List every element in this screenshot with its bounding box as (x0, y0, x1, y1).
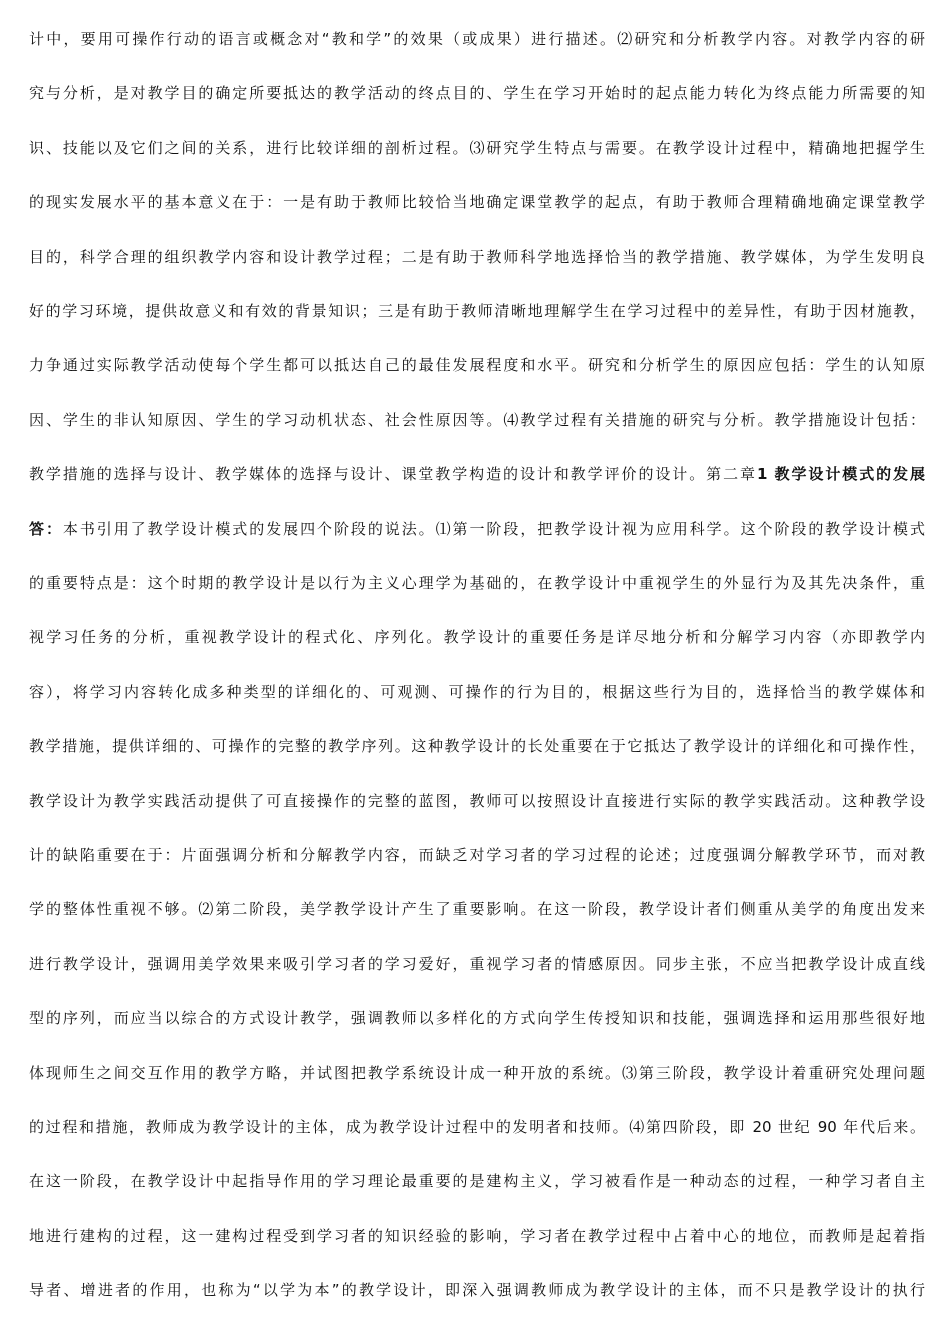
text-line (29, 462, 925, 486)
text-line (29, 299, 925, 323)
text-segment: 教学措施，提供详细的、可操作的完整的教学序列。这种教学设计的长处重要在于它抵达了教学设计的详细化和可操作性， (29, 737, 925, 756)
text-segment: 计中，要用可操作行动的语言或概念对“教和学”的效果（或成果）进行描述。⑵研究和分析教学内容。对教学内容的研 (29, 30, 925, 48)
text-line (29, 734, 925, 758)
text-segment: 计的缺陷重要在于：片面强调分析和分解教学内容，而缺乏对学习者的学习过程的论述；过度强调分解教学环节，而对教 (29, 846, 925, 864)
text-line (29, 190, 925, 214)
text-segment: 容），将学习内容转化成多种类型的详细化的、可观测、可操作的行为目的，根据这些行为目的，选择恰当的教学媒体和 (29, 682, 925, 701)
text-segment: 本书引用了教学设计模式的发展四个阶段的说法。⑴第一阶段，把教学设计视为应用科学。这个阶段的教学设计模式 (62, 519, 925, 538)
text-line (29, 1278, 925, 1302)
text-line (29, 897, 925, 921)
text-segment: 型的序列，而应当以综合的方式设计教学，强调教师以多样化的方式向学生传授知识和技能，强调选择和运用那些很好地 (29, 1009, 925, 1028)
text-line (29, 136, 925, 160)
text-line (29, 625, 925, 649)
text-line (29, 1224, 925, 1248)
text-segment: 的过程和措施，教师成为教学设计的主体，成为教学设计过程中的发明者和技师。⑷第四阶段，即 20 世纪 90 年代后来。 (29, 1118, 925, 1136)
text-line (29, 952, 925, 976)
text-line (29, 245, 925, 269)
text-segment: 地进行建构的过程，这一建构过程受到学习者的知识经验的影响，学习者在教学过程中占着中心的地位，而教师是起着指 (29, 1226, 925, 1245)
text-segment: 体现师生之间交互作用的教学方略，并试图把教学系统设计成一种开放的系统。⑶第三阶段，教学设计着重研究处理问题 (29, 1063, 925, 1082)
text-line (29, 1061, 925, 1085)
text-segment: 学的整体性重视不够。⑵第二阶段，美学教学设计产生了重要影响。在这一阶段，教学设计者们侧重从美学的角度出发来 (29, 900, 925, 919)
text-segment: 视学习任务的分析，重视教学设计的程式化、序列化。教学设计的重要任务是详尽地分析和分解学习内容（亦即教学内 (29, 628, 925, 647)
text-segment: 究与分析，是对教学目的确定所要抵达的教学活动的终点目的、学生在学习开始时的起点能力转化为终点能力所需要的知 (29, 84, 925, 103)
text-segment: 的重要特点是：这个时期的教学设计是以行为主义心理学为基础的，在教学设计中重视学生的外显行为及其先决条件，重 (29, 574, 925, 592)
bold-text-segment: 答： (29, 519, 63, 538)
text-segment: 的现实发展水平的基本意义在于：一是有助于教师比较恰当地确定课堂教学的起点，有助于教师合理精确地确定课堂教学 (29, 193, 925, 212)
text-line (29, 1006, 925, 1030)
text-line (29, 408, 925, 432)
text-line (29, 353, 925, 377)
text-line (29, 517, 925, 541)
text-segment: 在这一阶段，在教学设计中起指导作用的学习理论最重要的是建构主义，学习被看作是一种动态的过程，一种学习者自主 (29, 1172, 925, 1191)
text-segment: 因、学生的非认知原因、学生的学习动机状态、社会性原因等。⑷教学过程有关措施的研究与分析。教学措施设计包括： (29, 410, 925, 429)
text-line (29, 81, 925, 105)
text-line (29, 1169, 925, 1193)
text-segment: 教学设计为教学实践活动提供了可直接操作的完整的蓝图，教师可以按照设计直接进行实际的教学实践活动。这种教学设 (29, 791, 925, 810)
text-segment: 进行教学设计，强调用美学效果来吸引学习者的学习爱好，重视学习者的情感原因。同步主张，不应当把教学设计成直线 (29, 954, 925, 973)
bold-text-segment: 1 教学设计模式的发展 (756, 465, 925, 484)
text-line (29, 789, 925, 813)
text-line (29, 27, 925, 51)
text-line (29, 571, 925, 595)
text-segment: 识、技能以及它们之间的关系，进行比较详细的剖析过程。⑶研究学生特点与需要。在教学设计过程中，精确地把握学生 (29, 138, 925, 157)
text-segment: 导者、增进者的作用，也称为“以学为本”的教学设计，即深入强调教师成为教学设计的主体，而不只是教学设计的执行 (29, 1281, 925, 1300)
text-line (29, 1115, 925, 1139)
text-line (29, 843, 925, 867)
text-segment: 力争通过实际教学活动使每个学生都可以抵达自己的最佳发展程度和水平。研究和分析学生的原因应包括：学生的认知原 (29, 356, 925, 375)
text-line (29, 680, 925, 704)
text-segment: 目的，科学合理的组织教学内容和设计教学过程；二是有助于教师科学地选择恰当的教学措施、教学媒体，为学生发明良 (29, 247, 925, 266)
text-segment: 教学措施的选择与设计、教学媒体的选择与设计、课堂教学构造的设计和教学评价的设计。第二章 (29, 465, 757, 484)
text-segment: 好的学习环境，提供故意义和有效的背景知识；三是有助于教师清晰地理解学生在学习过程中的差异性，有助于因材施教， (29, 302, 925, 320)
